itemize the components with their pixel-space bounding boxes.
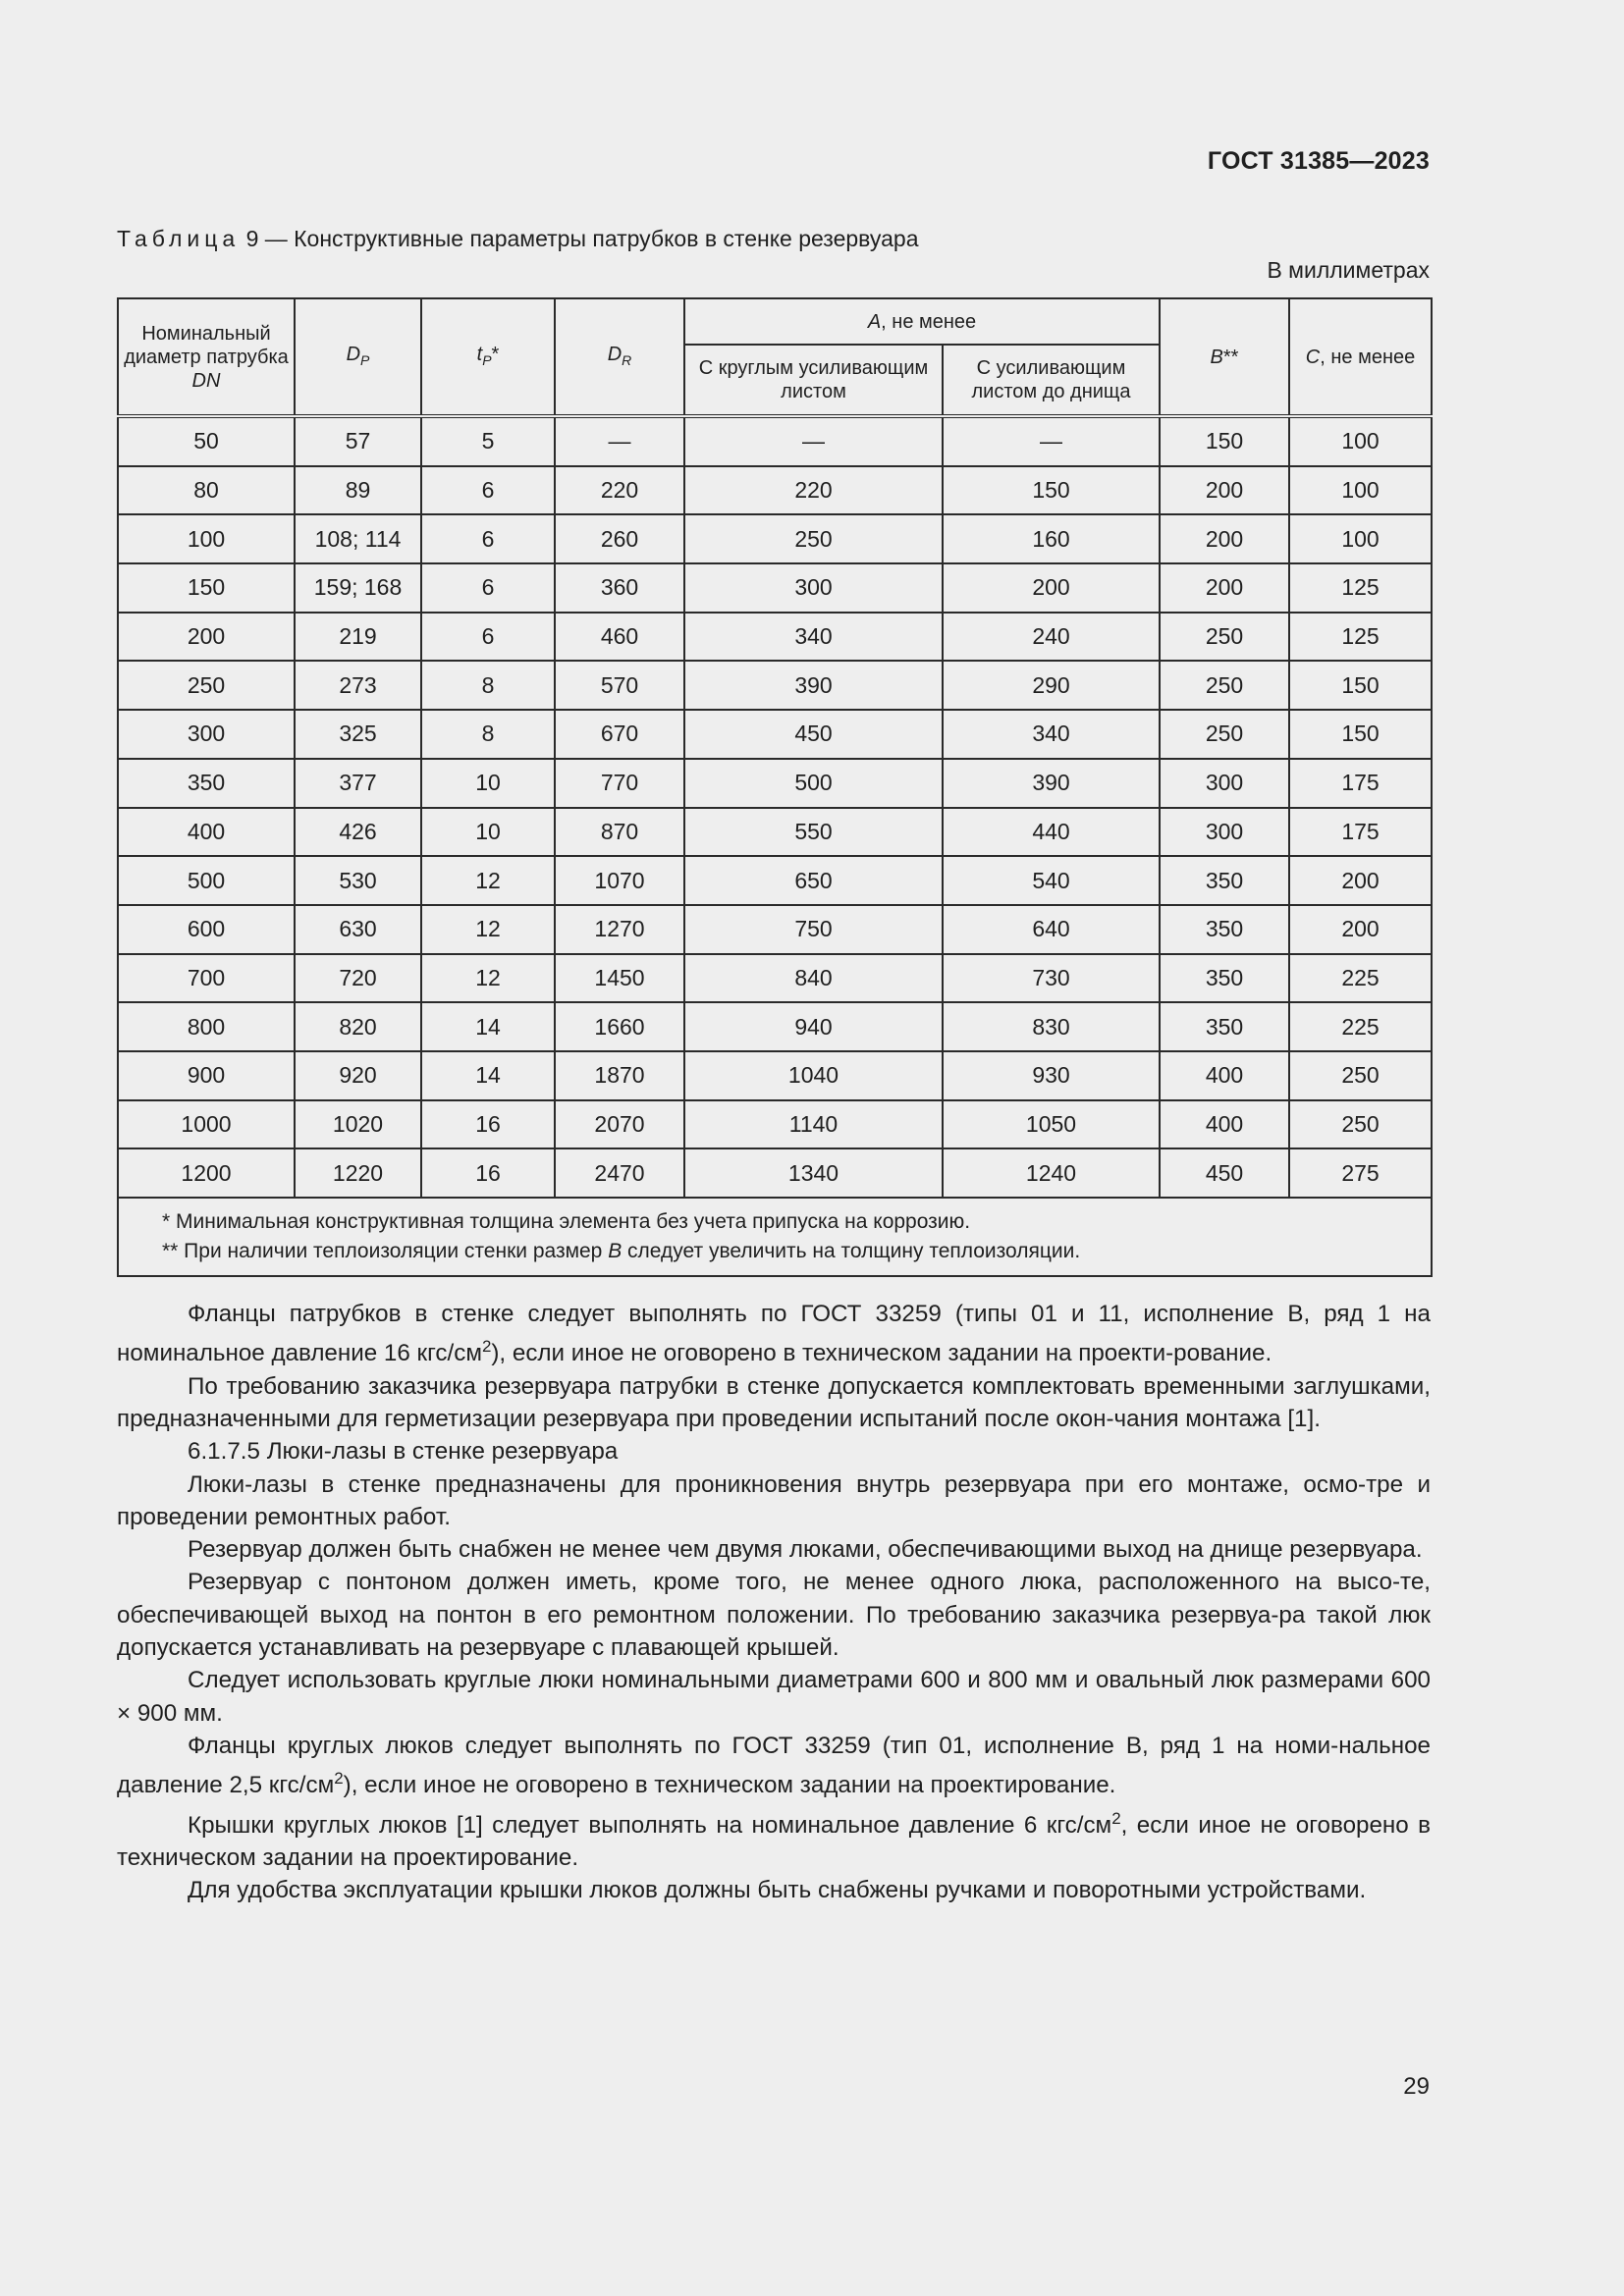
table-cell: 377 xyxy=(295,759,421,808)
table-cell: 10 xyxy=(421,808,555,857)
table-cell: 350 xyxy=(118,759,295,808)
table-row xyxy=(118,1051,1432,1100)
table-row xyxy=(118,466,1432,515)
table-cell: 200 xyxy=(1160,514,1289,563)
table-cell: 200 xyxy=(1289,856,1432,905)
table-cell: 820 xyxy=(295,1002,421,1051)
standard-number: ГОСТ 31385—2023 xyxy=(1207,147,1430,175)
table-cell: 2470 xyxy=(555,1148,684,1198)
table-cell: 5 xyxy=(421,416,555,466)
table-cell: 700 xyxy=(118,954,295,1003)
table-cell: 220 xyxy=(684,466,943,515)
table-cell: 390 xyxy=(684,661,943,710)
table-row xyxy=(118,514,1432,563)
table-cell: — xyxy=(555,416,684,466)
table-cell: 50 xyxy=(118,416,295,466)
table-cell: 730 xyxy=(943,954,1160,1003)
table-notes xyxy=(118,1198,1432,1276)
table-cell: 340 xyxy=(684,613,943,662)
table-cell: 275 xyxy=(1289,1148,1432,1198)
table-cell: 1660 xyxy=(555,1002,684,1051)
table-cell: 450 xyxy=(1160,1148,1289,1198)
paragraph: Фланцы круглых люков следует выполнять по ГОСТ 33259 (тип 01, исполнение В, ряд 1 на номи-нальное давление 2,5 кгс/$см^2$), если иное не оговорено в техническом задании на проектирование. xyxy=(117,1732,1431,1799)
table-cell: 390 xyxy=(943,759,1160,808)
table-cell: 150 xyxy=(1160,416,1289,466)
table-cell: 1220 xyxy=(295,1148,421,1198)
table-cell: 300 xyxy=(1160,808,1289,857)
table-cell: 750 xyxy=(684,905,943,954)
table-units: В миллиметрах xyxy=(1267,257,1430,283)
table-cell: 273 xyxy=(295,661,421,710)
table-cell: 125 xyxy=(1289,563,1432,613)
table-cell: 200 xyxy=(118,613,295,662)
table-cell: — xyxy=(943,416,1160,466)
table-cell: 570 xyxy=(555,661,684,710)
table-cell: 250 xyxy=(1289,1100,1432,1149)
paragraph: Резервуар должен быть снабжен не менее чем двумя люками, обеспечивающими выход на днище резервуара. xyxy=(188,1536,1423,1564)
header-tp: $t_P*$ xyxy=(421,298,555,416)
table-row xyxy=(118,1148,1432,1198)
paragraph: Следует использовать круглые люки номинальными диаметрами 600 и 800 мм и овальный люк размерами 600 × 900 мм. xyxy=(117,1667,1431,1727)
table-cell: 830 xyxy=(943,1002,1160,1051)
table-cell: 770 xyxy=(555,759,684,808)
page-number: 29 xyxy=(1403,2073,1430,2100)
header-a-round-plate: С круглым усиливающим листом xyxy=(684,345,943,416)
table-cell: 89 xyxy=(295,466,421,515)
paragraph: Для удобства эксплуатации крышки люков должны быть снабжены ручками и поворотными устройствами. xyxy=(188,1877,1367,1904)
table-cell: 12 xyxy=(421,954,555,1003)
table-cell: 80 xyxy=(118,466,295,515)
table-cell: 640 xyxy=(943,905,1160,954)
table-cell: 1340 xyxy=(684,1148,943,1198)
table-cell: 426 xyxy=(295,808,421,857)
table-cell: 150 xyxy=(1289,710,1432,759)
table-cell: 720 xyxy=(295,954,421,1003)
table-cell: 500 xyxy=(118,856,295,905)
table-cell: 240 xyxy=(943,613,1160,662)
table-cell: 100 xyxy=(118,514,295,563)
table-cell: 100 xyxy=(1289,416,1432,466)
table-row xyxy=(118,808,1432,857)
table-cell: 8 xyxy=(421,710,555,759)
table-row xyxy=(118,416,1432,466)
paragraph: Люки-лазы в стенке предназначены для проникновения внутрь резервуара при его монтаже, осмо-тре и проведении ремонтных работ. xyxy=(117,1470,1431,1530)
table-row xyxy=(118,563,1432,613)
table-cell: 350 xyxy=(1160,954,1289,1003)
table-cell: 600 xyxy=(118,905,295,954)
table-cell: 300 xyxy=(684,563,943,613)
table-row xyxy=(118,613,1432,662)
section-heading: 6.1.7.5 Люки-лазы в стенке резервуара xyxy=(188,1438,619,1466)
table-cell: 1240 xyxy=(943,1148,1160,1198)
table-cell: — xyxy=(684,416,943,466)
table-cell: 260 xyxy=(555,514,684,563)
table-cell: 16 xyxy=(421,1148,555,1198)
table-cell: 100 xyxy=(1289,466,1432,515)
body-text xyxy=(117,1298,1431,1907)
table-cell: 400 xyxy=(1160,1100,1289,1149)
table-cell: 220 xyxy=(555,466,684,515)
table-row xyxy=(118,1002,1432,1051)
paragraph: Резервуар с понтоном должен иметь, кроме того, не менее одного люка, расположенного на высо-те, обеспечивающей выход на понтон в его ремонтном положении. По требованию заказчика резервуа-ра такой люк допускается устанавливать на резервуаре с плавающей крышей. xyxy=(117,1569,1431,1662)
table-cell: 200 xyxy=(1160,466,1289,515)
table-cell: 460 xyxy=(555,613,684,662)
table-cell: 900 xyxy=(118,1051,295,1100)
table-cell: 6 xyxy=(421,466,555,515)
table-cell: 350 xyxy=(1160,905,1289,954)
table-cell: 14 xyxy=(421,1051,555,1100)
table-cell: 930 xyxy=(943,1051,1160,1100)
table-cell: 10 xyxy=(421,759,555,808)
header-b: B** xyxy=(1160,298,1289,416)
table-cell: 250 xyxy=(1160,661,1289,710)
header-a: A, не менее xyxy=(684,298,1160,345)
table-cell: 1140 xyxy=(684,1100,943,1149)
table-cell: 6 xyxy=(421,563,555,613)
table-cell: 870 xyxy=(555,808,684,857)
table-cell: 6 xyxy=(421,514,555,563)
table-cell: 350 xyxy=(1160,856,1289,905)
table-cell: 360 xyxy=(555,563,684,613)
table-cell: 200 xyxy=(1160,563,1289,613)
table-cell: 300 xyxy=(118,710,295,759)
table-caption-word: Таблица xyxy=(117,226,241,251)
table-cell: 1070 xyxy=(555,856,684,905)
table-cell: 12 xyxy=(421,905,555,954)
table-cell: 150 xyxy=(943,466,1160,515)
table-cell: 175 xyxy=(1289,759,1432,808)
table-cell: 1450 xyxy=(555,954,684,1003)
table-cell: 400 xyxy=(118,808,295,857)
header-dn: Номинальный диаметр патрубка DN xyxy=(118,298,295,416)
table-cell: 500 xyxy=(684,759,943,808)
table-cell: 300 xyxy=(1160,759,1289,808)
table-cell: 108; 114 xyxy=(295,514,421,563)
table-row xyxy=(118,1100,1432,1149)
table-caption-title: 9 — Конструктивные параметры патрубков в стенке резервуара xyxy=(245,226,919,251)
table-cell: 6 xyxy=(421,613,555,662)
table-row xyxy=(118,856,1432,905)
paragraph: Крышки круглых люков [1] следует выполнять на номинальное давление 6 кгс/$см^2$, если иное не оговорено в техническом задании на проектирование. xyxy=(117,1808,1432,1871)
table-cell: 1200 xyxy=(118,1148,295,1198)
table-caption xyxy=(117,226,918,252)
table-cell: 1000 xyxy=(118,1100,295,1149)
table-cell: 1040 xyxy=(684,1051,943,1100)
table-cell: 940 xyxy=(684,1002,943,1051)
table-cell: 2070 xyxy=(555,1100,684,1149)
note-2: ** При наличии теплоизоляции стенки размер B следует увеличить на толщину теплоизоляции. xyxy=(162,1240,1081,1262)
table-cell: 800 xyxy=(118,1002,295,1051)
paragraph: По требованию заказчика резервуара патрубки в стенке допускается комплектовать временными заглушками, предназначенными для герметизации резервуара при проведении испытаний после окон-чания монтажа [1]. xyxy=(117,1372,1431,1432)
table-cell: 1270 xyxy=(555,905,684,954)
table-cell: 200 xyxy=(1289,905,1432,954)
table-cell: 290 xyxy=(943,661,1160,710)
table-cell: 12 xyxy=(421,856,555,905)
table-cell: 16 xyxy=(421,1100,555,1149)
table-cell: 8 xyxy=(421,661,555,710)
table-row xyxy=(118,905,1432,954)
table-cell: 1050 xyxy=(943,1100,1160,1149)
paragraph: Фланцы патрубков в стенке следует выполнять по ГОСТ 33259 (типы 01 и 11, исполнение В, ряд 1 на номинальное давление 16 кгс/$см^2$), если иное не оговорено в техническом задании на проекти-рование. xyxy=(117,1301,1431,1367)
table-cell: 1870 xyxy=(555,1051,684,1100)
table-row xyxy=(118,954,1432,1003)
table-cell: 840 xyxy=(684,954,943,1003)
table-row xyxy=(118,759,1432,808)
table-cell: 540 xyxy=(943,856,1160,905)
table-cell: 100 xyxy=(1289,514,1432,563)
table-cell: 159; 168 xyxy=(295,563,421,613)
table-cell: 219 xyxy=(295,613,421,662)
table-row xyxy=(118,710,1432,759)
header-dr: $D_R$ xyxy=(555,298,684,416)
table-cell: 250 xyxy=(1160,613,1289,662)
table-cell: 450 xyxy=(684,710,943,759)
table-cell: 250 xyxy=(1160,710,1289,759)
table-cell: 57 xyxy=(295,416,421,466)
table-cell: 160 xyxy=(943,514,1160,563)
table-cell: 250 xyxy=(118,661,295,710)
header-a-bottom-plate: С усиливающим листом до днища xyxy=(943,345,1160,416)
table-cell: 920 xyxy=(295,1051,421,1100)
table-cell: 530 xyxy=(295,856,421,905)
table-cell: 250 xyxy=(684,514,943,563)
table-cell: 630 xyxy=(295,905,421,954)
table-cell: 400 xyxy=(1160,1051,1289,1100)
table-cell: 440 xyxy=(943,808,1160,857)
table-cell: 125 xyxy=(1289,613,1432,662)
table-cell: 340 xyxy=(943,710,1160,759)
table-cell: 350 xyxy=(1160,1002,1289,1051)
table-cell: 670 xyxy=(555,710,684,759)
table-cell: 550 xyxy=(684,808,943,857)
table-cell: 650 xyxy=(684,856,943,905)
table-cell: 175 xyxy=(1289,808,1432,857)
table-cell: 150 xyxy=(1289,661,1432,710)
header-c: C, не менее xyxy=(1289,298,1432,416)
note-1: * Минимальная конструктивная толщина элемента без учета припуска на коррозию. xyxy=(162,1210,971,1233)
table-cell: 225 xyxy=(1289,1002,1432,1051)
header-dp: $D_P$ xyxy=(295,298,421,416)
table-cell: 14 xyxy=(421,1002,555,1051)
table-cell: 1020 xyxy=(295,1100,421,1149)
table-row xyxy=(118,661,1432,710)
table-cell: 250 xyxy=(1289,1051,1432,1100)
table-cell: 150 xyxy=(118,563,295,613)
table-cell: 325 xyxy=(295,710,421,759)
table-cell: 225 xyxy=(1289,954,1432,1003)
parameters-table xyxy=(117,297,1433,1277)
table-cell: 200 xyxy=(943,563,1160,613)
